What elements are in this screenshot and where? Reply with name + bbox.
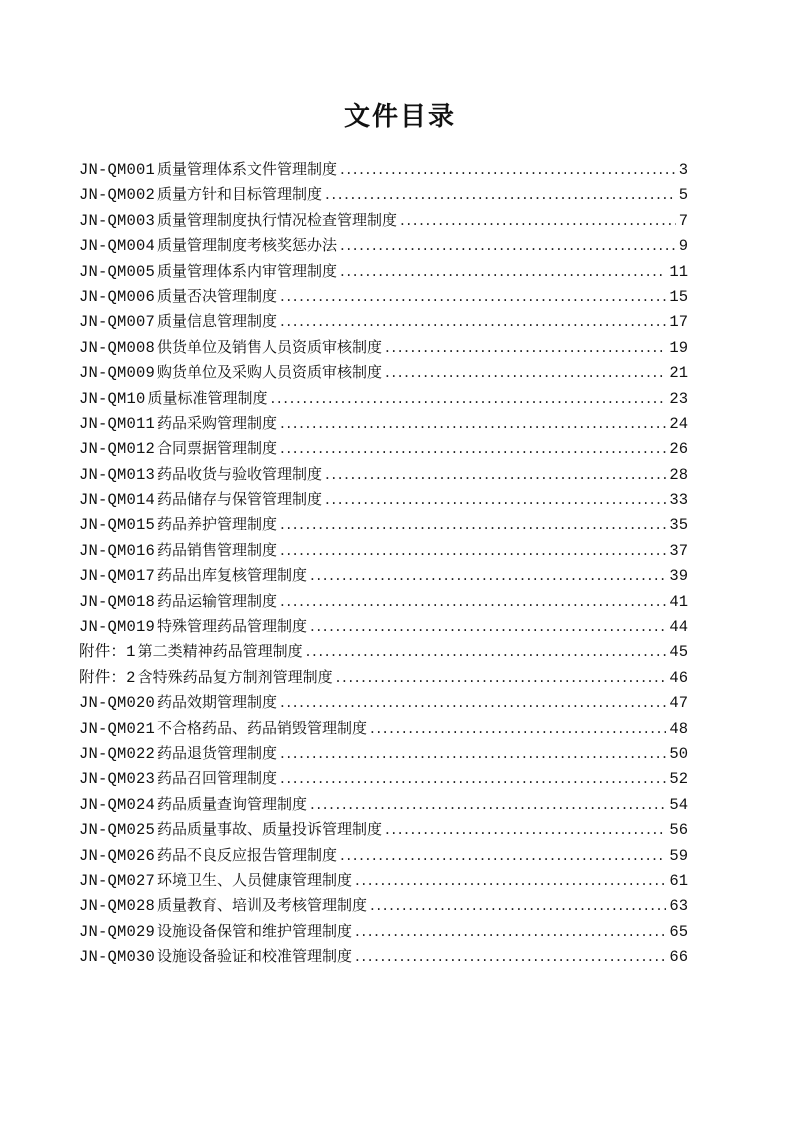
toc-dot-leader xyxy=(340,157,676,182)
toc-entry-page-number: 5 xyxy=(678,186,688,205)
toc-entry-page-number: 61 xyxy=(669,871,688,890)
toc-dot-leader xyxy=(385,335,666,360)
toc-dot-leader xyxy=(355,919,666,944)
toc-entry[interactable] xyxy=(79,462,688,487)
toc-entry-page-number: 41 xyxy=(669,592,688,611)
toc-entry-title: 设施设备保管和维护管理制度 xyxy=(157,921,353,940)
toc-entry-code: JN-QM024 xyxy=(79,795,156,814)
toc-entry-page-number: 7 xyxy=(678,211,688,230)
toc-entry-code: 附件：2 xyxy=(79,668,136,687)
toc-entry-code: JN-QM007 xyxy=(79,313,156,332)
toc-entry[interactable] xyxy=(79,817,688,842)
toc-entry-code: JN-QM029 xyxy=(79,922,156,941)
toc-entry-title: 特殊管理药品管理制度 xyxy=(157,617,308,636)
toc-entry[interactable] xyxy=(79,259,688,284)
toc-entry-page-number: 35 xyxy=(669,516,688,535)
toc-dot-leader xyxy=(355,868,666,893)
toc-entry[interactable] xyxy=(79,792,688,817)
toc-dot-leader xyxy=(355,944,666,969)
toc-entry-title: 质量管理制度执行情况检查管理制度 xyxy=(157,210,398,229)
toc-entry-title: 药品不良反应报告管理制度 xyxy=(157,845,338,864)
toc-entry-code: JN-QM016 xyxy=(79,541,156,560)
toc-entry-code: JN-QM025 xyxy=(79,821,156,840)
toc-entry[interactable] xyxy=(79,716,688,741)
toc-entry[interactable] xyxy=(79,868,688,893)
toc-entry[interactable] xyxy=(79,208,688,233)
toc-entry-title: 药品效期管理制度 xyxy=(157,693,278,712)
toc-entry-page-number: 37 xyxy=(669,541,688,560)
toc-entry-page-number: 66 xyxy=(669,948,688,967)
toc-entry-title: 药品销售管理制度 xyxy=(157,540,278,559)
toc-entry-code: JN-QM021 xyxy=(79,719,156,738)
toc-entry[interactable] xyxy=(79,360,688,385)
toc-entry[interactable] xyxy=(79,284,688,309)
toc-entry-page-number: 33 xyxy=(669,491,688,510)
toc-entry[interactable] xyxy=(79,589,688,614)
toc-entry-page-number: 45 xyxy=(669,643,688,662)
toc-entry-title: 环境卫生、人员健康管理制度 xyxy=(157,870,353,889)
document-title: 文件目录 xyxy=(343,102,456,132)
toc-entry-page-number: 17 xyxy=(669,313,688,332)
toc-entry-code: JN-QM011 xyxy=(79,414,156,433)
toc-dot-leader xyxy=(280,589,666,614)
toc-entry[interactable] xyxy=(79,614,688,639)
toc-entry-code: JN-QM004 xyxy=(79,237,156,256)
toc-entry-title: 药品采购管理制度 xyxy=(157,413,278,432)
toc-entry-title: 药品养护管理制度 xyxy=(157,515,278,534)
toc-entry-code: JN-QM005 xyxy=(79,262,156,281)
toc-entry-code: JN-QM013 xyxy=(79,465,156,484)
toc-entry[interactable] xyxy=(79,893,688,918)
toc-entry[interactable] xyxy=(79,386,688,411)
toc-entry-code: JN-QM027 xyxy=(79,871,156,890)
toc-entry-title: 购货单位及采购人员资质审核制度 xyxy=(157,363,383,382)
toc-entry[interactable] xyxy=(79,335,688,360)
toc-entry-page-number: 26 xyxy=(669,440,688,459)
toc-entry[interactable] xyxy=(79,944,688,969)
toc-entry-page-number: 3 xyxy=(678,161,688,179)
toc-entry[interactable] xyxy=(79,436,688,461)
toc-entry-title: 药品质量事故、质量投诉管理制度 xyxy=(157,820,383,839)
toc-entry-title: 质量方针和目标管理制度 xyxy=(157,185,323,204)
toc-entry-title: 药品质量查询管理制度 xyxy=(157,794,308,813)
toc-entry-title: 供货单位及销售人员资质审核制度 xyxy=(157,337,383,356)
toc-dot-leader xyxy=(325,182,676,207)
toc-entry-page-number: 48 xyxy=(669,719,688,738)
toc-entry-title: 药品收货与验收管理制度 xyxy=(157,464,323,483)
toc-entry-code: JN-QM023 xyxy=(79,770,156,789)
toc-entry-page-number: 11 xyxy=(669,262,688,281)
toc-dot-leader xyxy=(306,639,667,664)
toc-entry-title: 质量管理体系内审管理制度 xyxy=(157,261,338,280)
toc-dot-leader xyxy=(271,386,667,411)
toc-dot-leader xyxy=(280,284,666,309)
toc-entry[interactable] xyxy=(79,538,688,563)
toc-entry-title: 质量教育、培训及考核管理制度 xyxy=(157,896,368,915)
toc-dot-leader xyxy=(280,690,666,715)
toc-dot-leader xyxy=(370,716,666,741)
toc-entry-title: 质量管理体系文件管理制度 xyxy=(157,160,338,178)
toc-entry-code: JN-QM026 xyxy=(79,846,156,865)
toc-entry[interactable] xyxy=(79,665,688,690)
toc-dot-leader xyxy=(385,360,666,385)
toc-entry-code: JN-QM020 xyxy=(79,694,156,713)
toc-entry-title: 含特殊药品复方制剂管理制度 xyxy=(137,667,333,686)
toc-entry[interactable] xyxy=(79,233,688,258)
toc-entry-code: JN-QM008 xyxy=(79,338,156,357)
toc-entry-page-number: 21 xyxy=(669,364,688,383)
toc-dot-leader xyxy=(280,411,666,436)
toc-entry-title: 质量管理制度考核奖惩办法 xyxy=(157,236,338,255)
toc-entry[interactable] xyxy=(79,919,688,944)
toc-entry[interactable] xyxy=(79,182,688,207)
toc-dot-leader xyxy=(325,462,666,487)
toc-entry[interactable] xyxy=(79,309,688,334)
toc-dot-leader xyxy=(340,843,666,868)
toc-entry[interactable] xyxy=(79,843,688,868)
toc-entry-page-number: 59 xyxy=(669,846,688,865)
toc-entry-page-number: 46 xyxy=(669,668,688,687)
toc-entry-code: 附件：1 xyxy=(79,643,136,662)
toc-dot-leader xyxy=(340,233,676,258)
toc-entry-page-number: 9 xyxy=(678,237,688,256)
toc-dot-leader xyxy=(280,309,666,334)
toc-entry-page-number: 56 xyxy=(669,821,688,840)
toc-entry-code: JN-QM003 xyxy=(79,211,156,230)
toc-entry-code: JN-QM018 xyxy=(79,592,156,611)
toc-dot-leader xyxy=(280,538,666,563)
toc-dot-leader xyxy=(310,792,666,817)
toc-entry-code: JN-QM015 xyxy=(79,516,156,535)
toc-entry-title: 不合格药品、药品销毁管理制度 xyxy=(157,718,368,737)
toc-entry-title: 质量标准管理制度 xyxy=(147,388,268,407)
toc-entry-page-number: 63 xyxy=(669,897,688,916)
toc-entry-code: JN-QM014 xyxy=(79,491,156,510)
toc-entry-code: JN-QM022 xyxy=(79,744,156,763)
toc-entry-title: 合同票据管理制度 xyxy=(157,439,278,458)
toc-dot-leader xyxy=(280,741,666,766)
toc-entry[interactable] xyxy=(79,157,688,182)
table-of-contents xyxy=(79,157,688,970)
toc-dot-leader xyxy=(385,817,666,842)
toc-dot-leader xyxy=(280,766,666,791)
toc-dot-leader xyxy=(280,512,666,537)
toc-dot-leader xyxy=(310,614,666,639)
toc-entry-page-number: 65 xyxy=(669,922,688,941)
toc-entry-code: JN-QM10 xyxy=(79,389,146,408)
toc-dot-leader xyxy=(370,893,666,918)
toc-entry-title: 药品运输管理制度 xyxy=(157,591,278,610)
toc-entry-code: JN-QM028 xyxy=(79,897,156,916)
toc-entry-page-number: 15 xyxy=(669,287,688,306)
toc-entry-page-number: 47 xyxy=(669,694,688,713)
toc-entry-page-number: 23 xyxy=(669,389,688,408)
toc-entry[interactable] xyxy=(79,766,688,791)
toc-entry-code: JN-QM019 xyxy=(79,618,156,637)
toc-entry-title: 设施设备验证和校准管理制度 xyxy=(157,947,353,966)
toc-entry-title: 质量信息管理制度 xyxy=(157,312,278,331)
toc-entry[interactable] xyxy=(79,690,688,715)
toc-entry-code: JN-QM012 xyxy=(79,440,156,459)
toc-entry-code: JN-QM002 xyxy=(79,186,156,205)
toc-entry-title: 药品储存与保管管理制度 xyxy=(157,490,323,509)
toc-entry-page-number: 28 xyxy=(669,465,688,484)
toc-entry[interactable] xyxy=(79,487,688,512)
toc-entry-code: JN-QM009 xyxy=(79,364,156,383)
toc-entry-page-number: 19 xyxy=(669,338,688,357)
toc-entry-title: 药品退货管理制度 xyxy=(157,743,278,762)
toc-entry-title: 药品召回管理制度 xyxy=(157,769,278,788)
toc-entry-code: JN-QM001 xyxy=(79,161,156,179)
toc-dot-leader xyxy=(340,259,666,284)
toc-dot-leader xyxy=(325,487,666,512)
toc-entry-code: JN-QM017 xyxy=(79,567,156,586)
toc-entry-page-number: 54 xyxy=(669,795,688,814)
toc-entry-code: JN-QM006 xyxy=(79,287,156,306)
toc-entry[interactable] xyxy=(79,512,688,537)
toc-entry[interactable] xyxy=(79,639,688,664)
toc-entry[interactable] xyxy=(79,411,688,436)
toc-entry-page-number: 24 xyxy=(669,414,688,433)
toc-dot-leader xyxy=(310,563,666,588)
toc-entry[interactable] xyxy=(79,563,688,588)
toc-entry-page-number: 50 xyxy=(669,744,688,763)
toc-dot-leader xyxy=(400,208,676,233)
toc-dot-leader xyxy=(280,436,666,461)
toc-entry-title: 质量否决管理制度 xyxy=(157,286,278,305)
toc-entry-code: JN-QM030 xyxy=(79,948,156,967)
toc-entry-title: 第二类精神药品管理制度 xyxy=(137,642,303,661)
toc-dot-leader xyxy=(336,665,667,690)
toc-entry-page-number: 44 xyxy=(669,618,688,637)
toc-entry-page-number: 39 xyxy=(669,567,688,586)
toc-entry-title: 药品出库复核管理制度 xyxy=(157,566,308,585)
toc-entry-page-number: 52 xyxy=(669,770,688,789)
toc-entry[interactable] xyxy=(79,741,688,766)
